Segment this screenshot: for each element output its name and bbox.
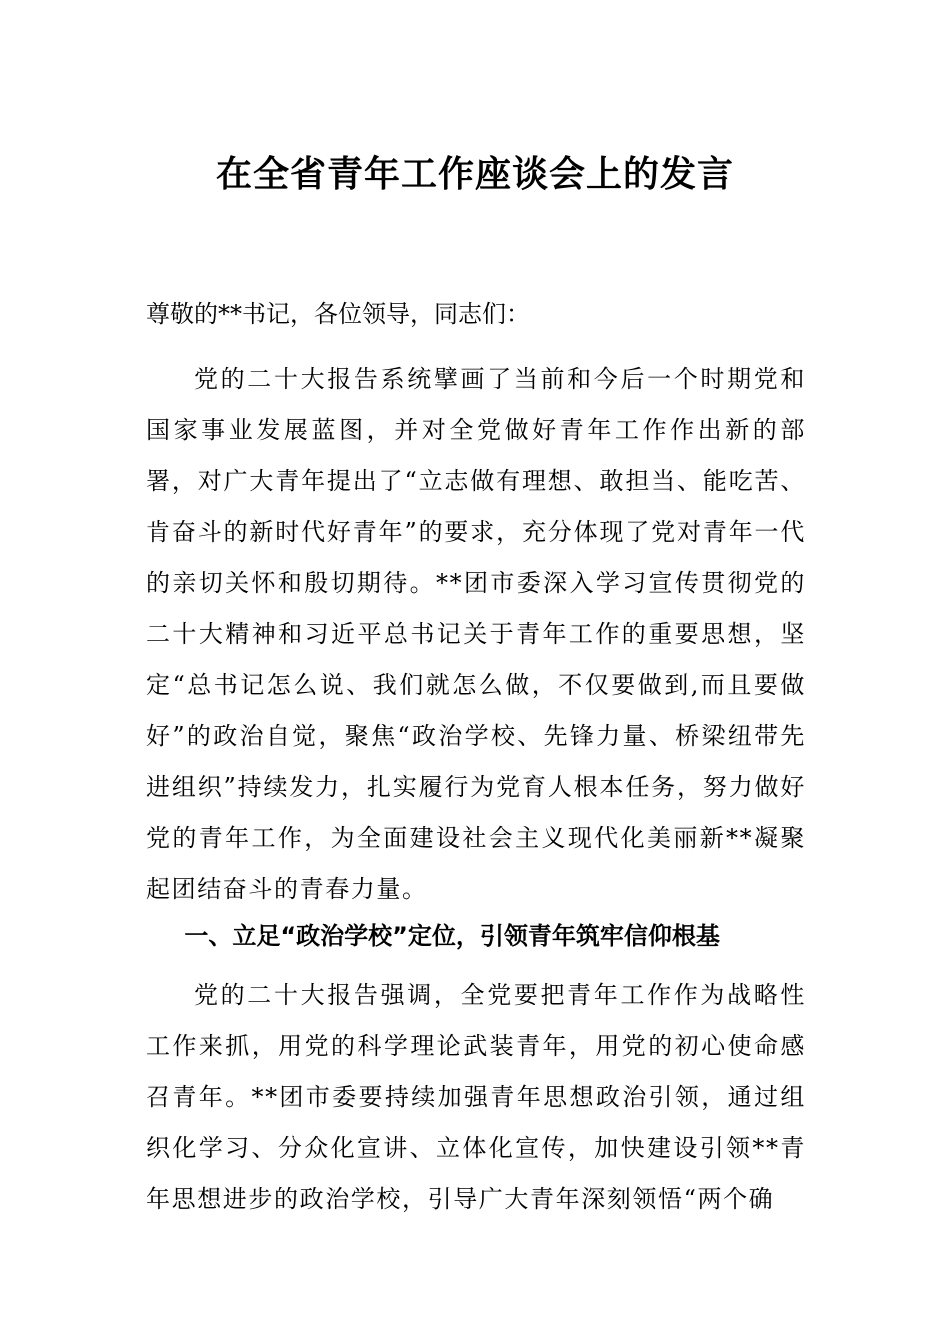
paragraph-intro: 党的二十大报告系统擘画了当前和今后一个时期党和国家事业发展蓝图，并对全党做好青年工作作出新的部署，对广大青年提出了“立志做有理想、敢担当、能吃苦、肯奋斗的新时代好青年”的要求，充分体现了党对青年一代的亲切关怀和殷切期待。**团市委深入学习宣传贯彻党的二十大精神和习近平总书记关于青年工作的重要思想，坚定“总书记怎么说、我们就怎么做，不仅要做到,而且要做好”的政治自觉，聚焦“政治学校、先锋力量、桥梁纽带先进组织”持续发力，扎实履行为党育人根本任务，努力做好党的青年工作，为全面建设社会主义现代化美丽新**凝聚起团结奋斗的青春力量。 (146, 365, 806, 903)
document-title: 在全省青年工作座谈会上的发言 (215, 153, 734, 195)
paragraph-section-1: 党的二十大报告强调，全党要把青年工作作为战略性工作来抓，用党的科学理论武装青年，用党的初心使命感召青年。**团市委要持续加强青年思想政治引领，通过组织化学习、分众化宣讲、立体化宣传，加快建设引领**青年思想进步的政治学校，引导广大青年深刻领悟“两个确 (146, 981, 806, 1213)
section-heading-1: 一、立足“政治学校”定位，引领青年筑牢信仰根基 (184, 922, 720, 950)
salutation: 尊敬的**书记，各位领导，同志们： (146, 300, 530, 328)
